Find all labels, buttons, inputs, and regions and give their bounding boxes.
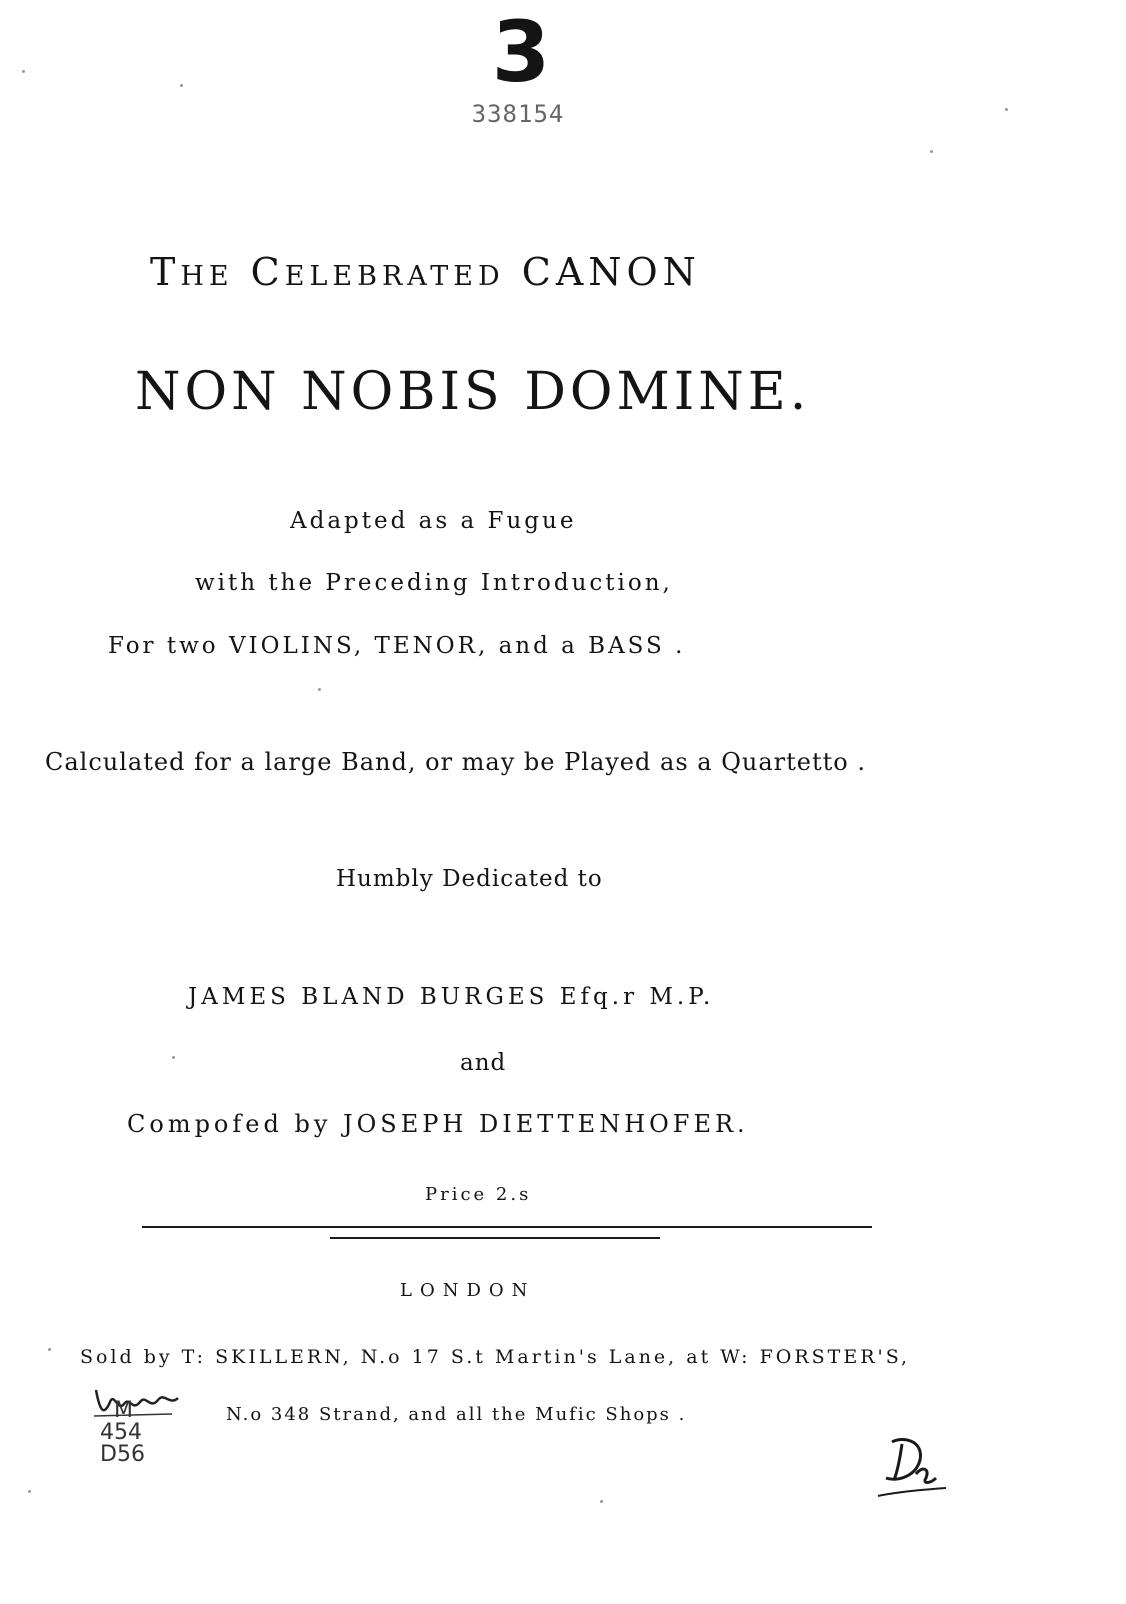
shelf-mark: 3 — [491, 3, 551, 101]
adapted-line: Adapted as a Fugue — [290, 508, 577, 534]
call-number-line-2: 454 — [100, 1420, 142, 1445]
divider-rule-short — [330, 1237, 660, 1239]
library-call-number — [100, 1400, 190, 1466]
divider-rule — [142, 1226, 872, 1228]
composer-line: Compofed by JOSEPH DIETTENHOFER. — [127, 1110, 749, 1138]
dedicatee-line: JAMES BLAND BURGES Efq.r M.P. — [188, 984, 715, 1010]
title-line-1: The Celebrated CANON — [150, 250, 701, 294]
handwritten-initial — [872, 1430, 952, 1510]
introduction-line: with the Preceding Introduction, — [195, 570, 673, 596]
imprint-city: LONDON — [400, 1280, 536, 1301]
imprint-sold-by: Sold by T: SKILLERN, N.o 17 S.t Martin's Lane, at W: FORSTER'S, — [80, 1346, 911, 1368]
and-line: and — [460, 1050, 507, 1076]
title-line-2: NON NOBIS DOMINE. — [135, 362, 811, 422]
accession-number: 338154 — [471, 100, 565, 128]
calculated-line: Calculated for a large Band, or may be Played as a Quartetto . — [45, 748, 866, 776]
instruments-line: For two VIOLINS, TENOR, and a BASS . — [108, 633, 686, 659]
call-number-line-1: M — [114, 1398, 133, 1423]
dedicated-line: Humbly Dedicated to — [336, 866, 603, 892]
price-line: Price 2.s — [425, 1184, 532, 1205]
imprint-address: N.o 348 Strand, and all the Mufic Shops . — [226, 1404, 687, 1425]
call-number-line-3: D56 — [100, 1442, 145, 1467]
